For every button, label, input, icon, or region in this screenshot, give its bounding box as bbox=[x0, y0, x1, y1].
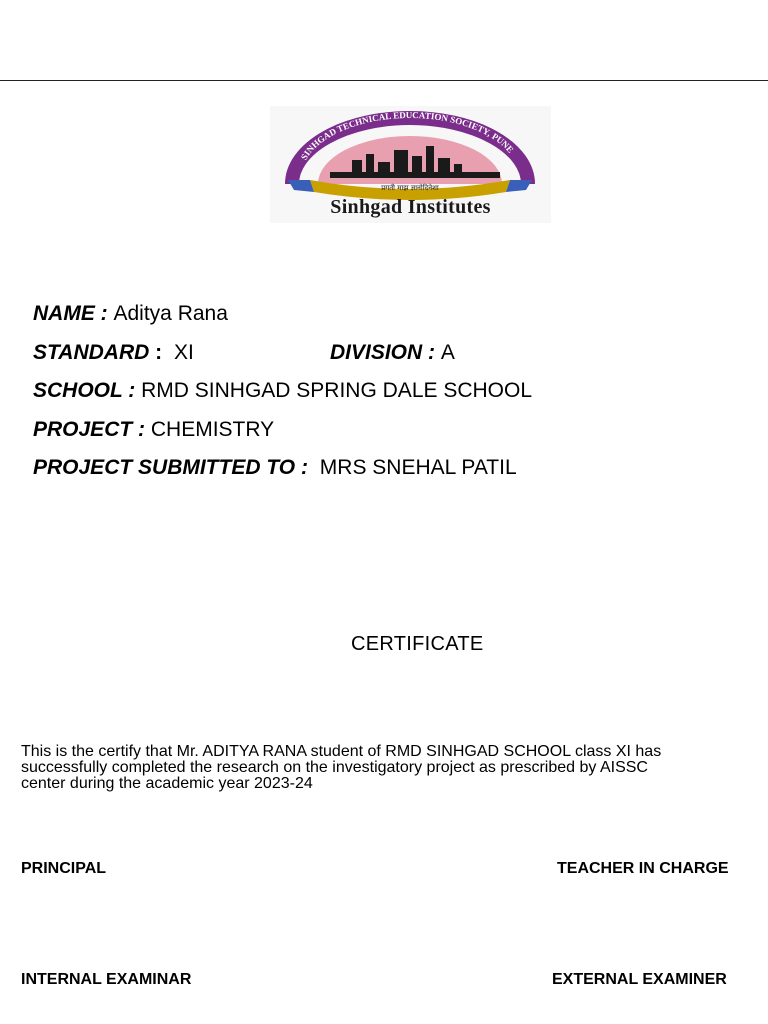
project-label: PROJECT : bbox=[33, 418, 151, 441]
school-field bbox=[33, 379, 532, 403]
project-field bbox=[33, 418, 274, 442]
external-examiner-label: EXTERNAL EXAMINER bbox=[552, 971, 727, 988]
certificate-line-2: successfully completed the research on the investigatory project as prescribed by AISSC bbox=[21, 759, 648, 776]
certificate-line-1: This is the certify that Mr. ADITYA RANA student of RMD SINHGAD SCHOOL class XI has bbox=[21, 743, 662, 760]
certificate-line-3: center during the academic year 2023-24 bbox=[21, 775, 313, 792]
school-value: RMD SINHGAD SPRING DALE SCHOOL bbox=[141, 379, 533, 402]
submitted-to-value: MRS SNEHAL PATIL bbox=[319, 456, 517, 479]
standard-field bbox=[33, 341, 194, 365]
standard-value: XI bbox=[173, 341, 194, 364]
name-value: Aditya Rana bbox=[113, 302, 228, 325]
principal-signature-label: PRINCIPAL bbox=[21, 860, 107, 877]
division-field bbox=[330, 341, 455, 365]
standard-label: STANDARD bbox=[33, 341, 150, 364]
logo-institute-name: Sinhgad Institutes bbox=[330, 196, 491, 218]
logo-motto: प्रगती माझ ज्ञानोदिनेशा bbox=[381, 184, 439, 192]
division-label: DIVISION : bbox=[330, 341, 441, 364]
internal-examiner-label: INTERNAL EXAMINAR bbox=[21, 971, 192, 988]
certificate-paragraph bbox=[21, 744, 756, 792]
division-value: A bbox=[440, 341, 455, 364]
submitted-to-field bbox=[33, 456, 517, 480]
standard-colon: : bbox=[149, 341, 168, 364]
sinhgad-logo bbox=[270, 106, 551, 223]
certificate-title: CERTIFICATE bbox=[351, 633, 484, 655]
project-value: CHEMISTRY bbox=[150, 418, 275, 441]
logo-ring-text: SINHGAD TECHNICAL EDUCATION SOCIETY, PUNE bbox=[298, 109, 516, 162]
name-field bbox=[33, 302, 228, 326]
top-divider bbox=[0, 80, 768, 81]
school-label: SCHOOL : bbox=[33, 379, 142, 402]
submitted-to-label: PROJECT SUBMITTED TO : bbox=[33, 456, 314, 479]
name-label: NAME : bbox=[33, 302, 114, 325]
teacher-signature-label: TEACHER IN CHARGE bbox=[557, 860, 729, 877]
